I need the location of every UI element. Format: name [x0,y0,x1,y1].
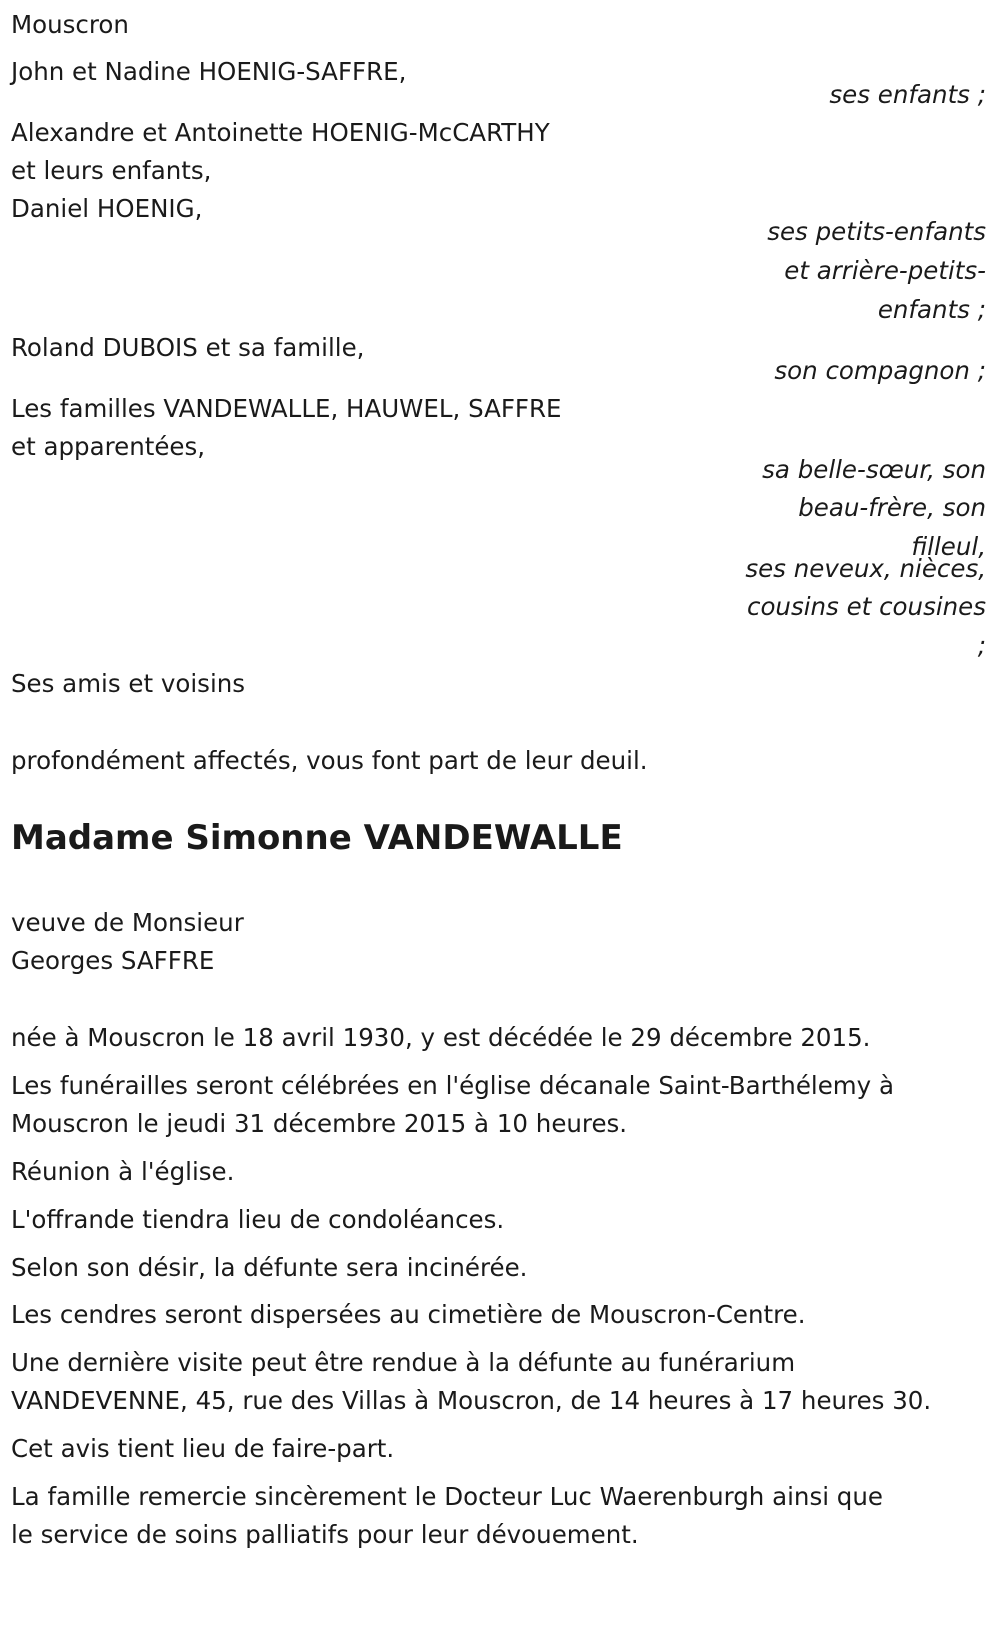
grandchildren-names-line1: Alexandre et Antoinette HOENIG-McCARTHY [11,118,550,147]
funeral-line1: Les funérailles seront célébrées en l'église décanale Saint-Barthélemy à [11,1071,894,1100]
notice-line: Cet avis tient lieu de faire-part. [11,1434,395,1463]
nephews-role-line1: ses neveux, nièces, [745,554,986,583]
inlaws-role-line1: sa belle-sœur, son [762,455,986,484]
inlaws-role-line2: beau-frère, son [798,493,986,522]
deceased-name: Madame Simonne VANDEWALLE [11,818,623,858]
thanks-line1: La famille remercie sincèrement le Docteur Luc Waerenburgh ainsi que [11,1482,883,1511]
announcement-text: profondément affectés, vous font part de leur deuil. [11,746,648,775]
visit-line1: Une dernière visite peut être rendue à la défunte au funérarium [11,1348,796,1377]
families-line1: Les familles VANDEWALLE, HAUWEL, SAFFRE [11,394,562,423]
funeral-line2: Mouscron le jeudi 31 décembre 2015 à 10 heures. [11,1109,628,1138]
widow-line2: Georges SAFFRE [11,946,215,975]
grandchildren-names-line2: et leurs enfants, [11,156,212,185]
thanks-line2: le service de soins palliatifs pour leur dévouement. [11,1520,639,1549]
companion-role: son compagnon ; [774,356,986,385]
birth-death-line: née à Mouscron le 18 avril 1930, y est décédée le 29 décembre 2015. [11,1023,871,1052]
offering-line: L'offrande tiendra lieu de condoléances. [11,1205,505,1234]
nephews-role-line2: cousins et cousines [746,592,986,621]
inlaws-role-line3: filleul, [911,532,986,561]
companion-name: Roland DUBOIS et sa famille, [11,333,365,362]
grandchildren-role-line3: enfants ; [877,295,986,324]
grandchildren-names-line3: Daniel HOENIG, [11,194,203,223]
visit-line2: VANDEVENNE, 45, rue des Villas à Mouscron, de 14 heures à 17 heures 30. [11,1386,932,1415]
widow-line1: veuve de Monsieur [11,908,244,937]
children-names: John et Nadine HOENIG-SAFFRE, [11,57,407,86]
grandchildren-role-line1: ses petits-enfants [767,217,986,246]
families-line2: et apparentées, [11,432,206,461]
children-role: ses enfants ; [829,80,986,109]
nephews-role-line3: ; [977,631,986,660]
meeting-line: Réunion à l'église. [11,1157,235,1186]
ashes-line: Les cendres seront dispersées au cimetière de Mouscron-Centre. [11,1300,806,1329]
wish-line: Selon son désir, la défunte sera incinérée. [11,1253,528,1282]
grandchildren-role-line2: et arrière-petits- [784,256,986,285]
city-heading: Mouscron [11,10,129,39]
friends-line: Ses amis et voisins [11,669,246,698]
